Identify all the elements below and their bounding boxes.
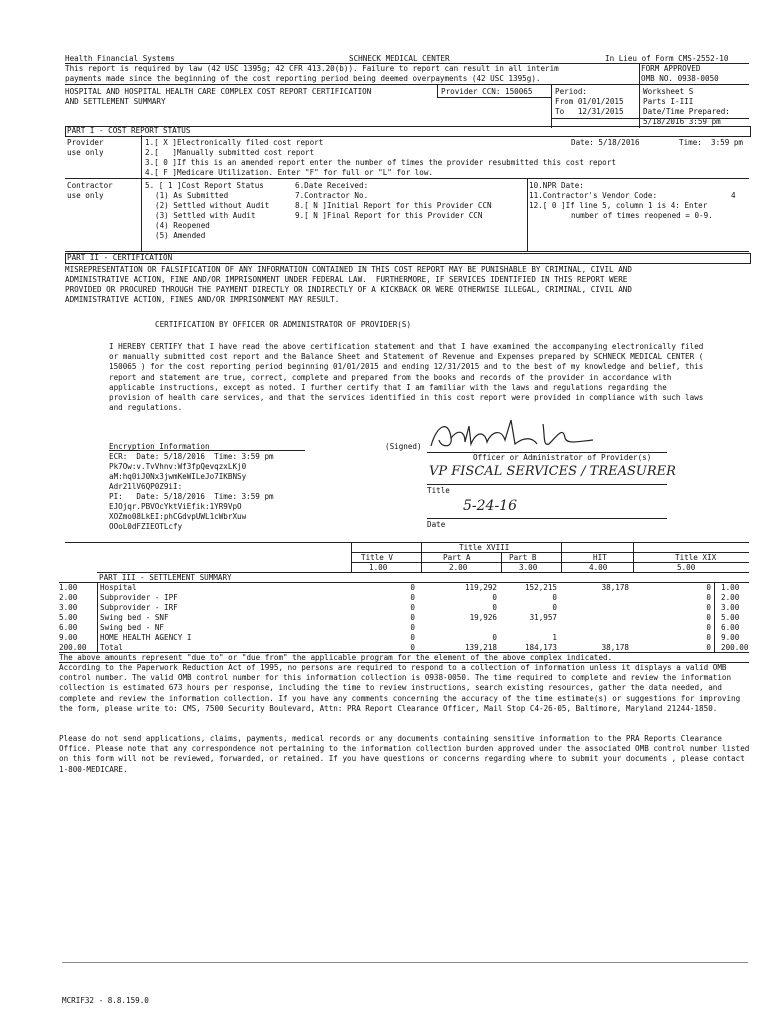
- rline-col-divider: [714, 582, 715, 652]
- row-value: 0: [706, 633, 711, 642]
- omb-number: OMB NO. 0938-0050: [641, 74, 719, 83]
- col-divider-part-a-left: [421, 542, 422, 572]
- signed-label: (Signed): [385, 442, 422, 451]
- row-line-number-right: 9.00: [721, 633, 740, 642]
- col-head-part-a: Part A: [443, 553, 471, 562]
- provider-ccn: Provider CCN: 150065: [441, 87, 533, 96]
- status-amended: (5) Amended: [155, 231, 206, 240]
- row-value: 0: [410, 583, 415, 592]
- paperwork-notice: According to the Paperwork Reduction Act of 1995, no persons are required to respond to a collection of information unless it displays a valid OMB control number. The valid OMB control number for this information collection is 0938-0050. The time required to complete and review the information collection is estimated 673 hours per response, including the time to review instructions, search existing resources, gather the data needed, and complete and review the information collection. If you have any comments concerning the accuracy of the time estimate(s) or suggestions for improving the form, please write to: CMS, 7500 Security Boulevard, Attn: PRA Report Clearance Officer, Mail Stop C4-26-05, Baltimore, Maryland 21244-1850.: [59, 663, 741, 713]
- npr-date: 10.NPR Date:: [529, 181, 584, 190]
- row-label: Swing bed - SNF: [100, 613, 169, 622]
- provider-label: Provider: [67, 138, 104, 147]
- status-settled-without-audit: (2) Settled without Audit: [155, 201, 270, 210]
- header-right: In Lieu of Form CMS-2552-10: [605, 54, 729, 63]
- pi-code-1: EJOjqr.PBVOcYktViEfik:1YR9VpO: [109, 502, 242, 511]
- form-approved: FORM APPROVED: [641, 64, 701, 73]
- warning-line-2: ADMINISTRATIVE ACTION, FINE AND/OR IMPRISONMENT UNDER FEDERAL LAW. FURTHERMORE, IF SERVICES IDENTIFIED IN THIS REPORT WERE: [65, 275, 628, 284]
- row-value: 0: [706, 623, 711, 632]
- row-value: 0: [706, 583, 711, 592]
- contractor-use-only: use only: [67, 191, 104, 200]
- warning-line-1: MISREPRESENTATION OR FALSIFICATION OF ANY INFORMATION CONTAINED IN THIS COST REPORT MAY BE PUNISHABLE BY CRIMINAL, CIVIL AND: [65, 265, 632, 274]
- status-reopened: (4) Reopened: [155, 221, 210, 230]
- header-center: SCHNECK MEDICAL CENTER: [349, 54, 450, 63]
- title-handwritten: VP FISCAL SERVICES / TREASURER: [429, 464, 676, 479]
- row-value: 0: [410, 603, 415, 612]
- report-title-1: HOSPITAL AND HOSPITAL HEALTH CARE COMPLEX COST REPORT CERTIFICATION: [65, 87, 372, 96]
- col-num-3: 3.00: [519, 563, 538, 572]
- report-title-2: AND SETTLEMENT SUMMARY: [65, 97, 166, 106]
- date-received: 6.Date Received:: [295, 181, 369, 190]
- row-value: 0: [492, 633, 497, 642]
- col-num-5: 5.00: [677, 563, 696, 572]
- row-value: 0: [552, 603, 557, 612]
- pi-code-3: OOoL0dFZIEOTLcfy: [109, 522, 183, 531]
- row-line-number-right: 3.00: [721, 603, 740, 612]
- row-line-number-right: 2.00: [721, 593, 740, 602]
- row-label: Swing bed - NF: [100, 623, 165, 632]
- footer-version: MCRIF32 - 8.8.159.0: [62, 996, 149, 1005]
- ecr-code-3: Adr21lV6QP0Z9iI:: [109, 482, 183, 491]
- header-left: Health Financial Systems: [65, 54, 175, 63]
- part1-line-1-time: Time: 3:59 pm: [679, 138, 744, 147]
- row-value: 38,178: [601, 643, 629, 652]
- officer-label: Officer or Administrator of Provider(s): [473, 453, 652, 462]
- status-settled-with-audit: (3) Settled with Audit: [155, 211, 256, 220]
- warning-line-3: PROVIDED OR PROCURED THROUGH THE PAYMENT DIRECTLY OR INDIRECTLY OF A KICKBACK OR WERE OTHERWISE ILLEGAL, CRIMINAL, CIVIL AND: [65, 285, 632, 294]
- date-prepared-label: Date/Time Prepared:: [643, 107, 730, 116]
- npr-divider: [527, 178, 528, 252]
- row-line-number: 5.00: [59, 613, 78, 622]
- row-value: 0: [410, 613, 415, 622]
- part1-line-4: 4.[ F ]Medicare Utilization. Enter "F" for full or "L" for low.: [145, 168, 434, 177]
- row-value: 0: [410, 623, 415, 632]
- provider-use-only: use only: [67, 148, 104, 157]
- reopen-count: 12.[ 0 ]If line 5, column 1 is 4: Enter: [529, 201, 708, 210]
- row-value: 0: [410, 643, 415, 652]
- col-head-title-xix: Title XIX: [675, 553, 717, 562]
- row-value: 0: [552, 593, 557, 602]
- part3-heading: PART III - SETTLEMENT SUMMARY: [99, 573, 232, 582]
- settlement-top-rule: [65, 542, 749, 543]
- row-label: Subprovider - IRF: [100, 603, 178, 612]
- header-rule-2: [65, 84, 749, 85]
- pi-line: PI: Date: 5/18/2016 Time: 3:59 pm: [109, 492, 274, 501]
- date-prepared: 5/18/2016 3:59 pm: [643, 117, 721, 126]
- part1-bottom-rule: [65, 251, 749, 252]
- parts-label: Parts I-III: [643, 97, 694, 106]
- row-line-number: 1.00: [59, 583, 78, 592]
- row-value: 1: [552, 633, 557, 642]
- worksheet-label: Worksheet S: [643, 87, 694, 96]
- contractor-no: 7.Contractor No.: [295, 191, 369, 200]
- part1-line-3: 3.[ 0 ]If this is an amended report enter the number of times the provider resubmitted this cost report: [145, 158, 616, 167]
- row-label: Total: [100, 643, 123, 652]
- row-value: 19,926: [469, 613, 497, 622]
- row-value: 0: [492, 593, 497, 602]
- reopen-count-note: number of times reopened = 0-9.: [571, 211, 713, 220]
- row-line-number: 9.00: [59, 633, 78, 642]
- part1-line-2: 2.[ ]Manually submitted cost report: [145, 148, 315, 157]
- status-line-5: 5. [ 1 ]Cost Report Status: [145, 181, 264, 190]
- contractor-divider: [141, 178, 142, 252]
- pi-code-2: XOZmo08LkEI:phCGdvpUWL1cWbrXuw: [109, 512, 247, 521]
- row-value: 0: [706, 603, 711, 612]
- part2-heading: PART II - CERTIFICATION: [67, 253, 173, 262]
- part1-heading: PART I - COST REPORT STATUS: [67, 126, 191, 135]
- signature-image: [425, 418, 605, 454]
- contractor-label: Contractor: [67, 181, 113, 190]
- row-value: 184,173: [524, 643, 557, 652]
- worksheet-divider: [639, 84, 640, 128]
- row-line-number-right: 5.00: [721, 613, 740, 622]
- col-num-2: 2.00: [449, 563, 468, 572]
- ecr-code-1: Pk7Ow:v.TvVhnv:Wf3fpQevqzxLKj0: [109, 462, 247, 471]
- row-value: 31,957: [529, 613, 557, 622]
- col-head-part-b: Part B: [509, 553, 537, 562]
- col-num-4: 4.00: [589, 563, 608, 572]
- date-rule: [427, 518, 667, 519]
- period-to: To 12/31/2015: [555, 107, 624, 116]
- row-value: 0: [410, 633, 415, 642]
- row-line-number: 6.00: [59, 623, 78, 632]
- pra-notice: Please do not send applications, claims, payments, medical records or any documents containing sensitive information to the PRA Reports Clearance Office. Please note that any correspondence not pertaining to the information collection burden approved under the associated OMB control number listed on this form will not be reviewed, forwarded, or retained. If you have questions or concerns regarding where to submit your documents , please contact 1-800-MEDICARE.: [59, 734, 750, 774]
- period-bottom-rule: [551, 118, 749, 119]
- row-value: 152,215: [524, 583, 557, 592]
- header-divider: [639, 64, 640, 84]
- col-divider-xix-left: [633, 542, 634, 572]
- title-label: Title: [427, 486, 450, 495]
- vendor-code: 11.Contractor's Vendor Code:: [529, 191, 658, 200]
- warning-line-4: ADMINISTRATIVE ACTION, FINES AND/OR IMPRISONMENT MAY RESULT.: [65, 295, 340, 304]
- ecr-line: ECR: Date: 5/18/2016 Time: 3:59 pm: [109, 452, 274, 461]
- col-num-1: 1.00: [369, 563, 388, 572]
- row-value: 0: [706, 593, 711, 602]
- col-divider-hit-left: [561, 542, 562, 572]
- encryption-title: Encryption Information: [109, 442, 210, 451]
- provider-divider: [141, 135, 142, 179]
- title-rule: [427, 484, 667, 485]
- row-label: Hospital: [100, 583, 137, 592]
- row-line-number-right: 1.00: [721, 583, 740, 592]
- period-from: From 01/01/2015: [555, 97, 624, 106]
- period-divider-left: [551, 84, 552, 128]
- row-value: 139,218: [464, 643, 497, 652]
- certification-title: CERTIFICATION BY OFFICER OR ADMINISTRATOR OF PROVIDER(S): [155, 320, 412, 329]
- title-xviii-label: Title XVIII: [459, 543, 510, 552]
- ccn-bottom-rule: [437, 97, 551, 98]
- date-label: Date: [427, 520, 446, 529]
- row-value: 38,178: [601, 583, 629, 592]
- encryption-rule: [109, 450, 305, 451]
- final-report: 9.[ N ]Final Report for this Provider CCN: [295, 211, 483, 220]
- initial-report: 8.[ N ]Initial Report for this Provider CCN: [295, 201, 492, 210]
- row-value: 119,292: [464, 583, 497, 592]
- col-head-title-v: Title V: [361, 553, 394, 562]
- line-col-divider: [97, 582, 98, 652]
- footer-rule: [62, 962, 748, 963]
- row-line-number-right: 6.00: [721, 623, 740, 632]
- row-value: 0: [492, 603, 497, 612]
- col-divider-title-v-left: [351, 542, 352, 572]
- settlement-note: The above amounts represent "due to" or "due from" the applicable program for the element of the above complex indicated.: [59, 653, 613, 662]
- header-notice-1: This report is required by law (42 USC 1395g; 42 CFR 413.20(b)). Failure to report can result in all interim: [65, 64, 559, 73]
- part1-line-1: 1.[ X ]Electronically filed cost report: [145, 138, 324, 147]
- row-label: HOME HEALTH AGENCY I: [100, 633, 192, 642]
- row-value: 0: [706, 613, 711, 622]
- date-handwritten: 5-24-16: [463, 498, 517, 514]
- row-value: 0: [410, 593, 415, 602]
- col-head-hit: HIT: [593, 553, 607, 562]
- period-label: Period:: [555, 87, 588, 96]
- ecr-code-2: aM:hq0iJ0Nx3jwmKeWILeJo7IKBNSy: [109, 472, 247, 481]
- certification-statement: I HEREBY CERTIFY that I have read the above certification statement and that I have examined the accompanying electronically filed or manually submitted cost report and the Balance Sheet and Statement of Revenue and Expenses prepared by SCHNECK MEDICAL CENTER ( 150065 ) for the cost reporting period beginning 01/01/2015 and ending 12/31/2015 and to the best of my knowledge and belief, this report and statement are true, correct, complete and prepared from the books and records of the provider in accordance with applicable instructions, except as noted. I further certify that I am familiar with the laws and regulations regarding the provision of health care services, and that the services identified in this cost report were provided in compliance with such laws and regulations.: [109, 342, 704, 413]
- ccn-divider-left: [437, 84, 438, 97]
- part1-line-1-date: Date: 5/18/2016: [571, 138, 640, 147]
- vendor-code-value: 4: [731, 191, 736, 200]
- row-line-number: 200.00: [59, 643, 87, 652]
- row-line-number: 2.00: [59, 593, 78, 602]
- header-notice-2: payments made since the beginning of the cost reporting period being deemed overpayments (42 USC 1395g).: [65, 74, 541, 83]
- part1-rule: [65, 178, 749, 179]
- row-label: Subprovider - IPF: [100, 593, 178, 602]
- status-as-submitted: (1) As Submitted: [155, 191, 229, 200]
- row-line-number: 3.00: [59, 603, 78, 612]
- row-line-number-right: 200.00: [721, 643, 749, 652]
- row-value: 0: [706, 643, 711, 652]
